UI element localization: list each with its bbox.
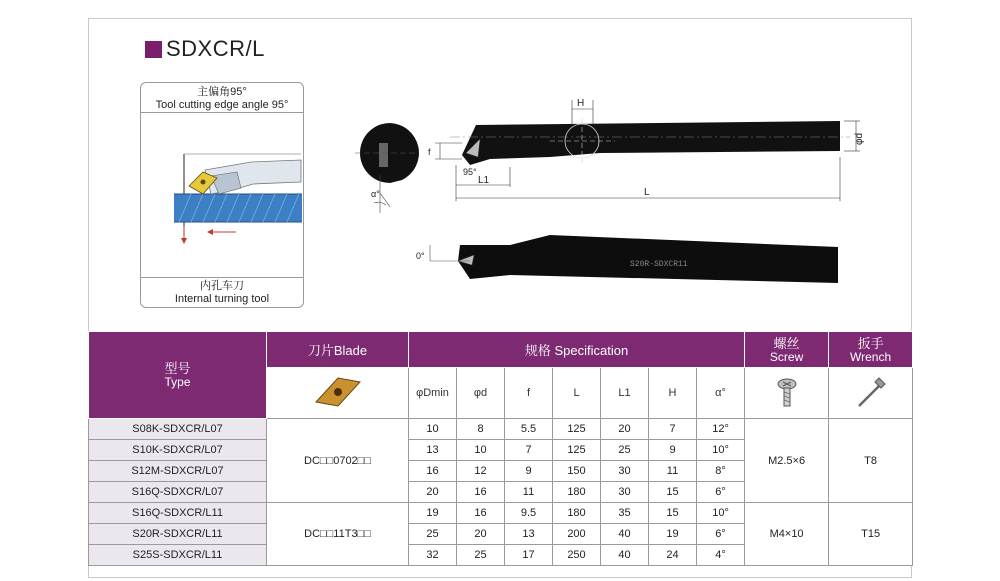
zero-angle-label: 0° [416,251,425,261]
value-cell: 19 [409,503,457,524]
value-cell: 35 [601,503,649,524]
col-header-alpha: α° [697,368,745,419]
screw-cell: M2.5×6 [745,419,829,503]
type-cell: S10K-SDXCR/L07 [89,440,267,461]
value-cell: 11 [505,482,553,503]
end-view [355,123,419,213]
side-view-top [428,98,865,201]
value-cell: 13 [409,440,457,461]
value-cell: 7 [505,440,553,461]
specification-table [88,331,913,566]
value-cell: 10° [697,503,745,524]
value-cell: 10 [409,419,457,440]
value-cell: 180 [553,503,601,524]
wrench-icon [851,372,891,412]
value-cell: 9 [649,440,697,461]
value-cell: 30 [601,482,649,503]
header-screw: 螺丝 Screw [745,332,829,368]
value-cell: 25 [601,440,649,461]
inset-caption-bottom [141,277,303,307]
value-cell: 125 [553,419,601,440]
header-specification: 规格 Specification [409,332,745,368]
wrench-cell: T15 [829,503,913,566]
L1-label: L1 [478,175,490,186]
wrench-image-cell [829,368,913,419]
value-cell: 5.5 [505,419,553,440]
blade-cell: DC□□0702□□ [267,419,409,503]
f-label: f [428,147,431,157]
value-cell: 25 [457,545,505,566]
phid-label: φd [854,132,865,145]
H-label: H [577,98,585,109]
value-cell: 9.5 [505,503,553,524]
col-header-f: f [505,368,553,419]
value-cell: 200 [553,524,601,545]
blade-image-cell [267,368,409,419]
value-cell: 11 [649,461,697,482]
value-cell: 24 [649,545,697,566]
tool-label-en: Internal turning tool [174,293,270,305]
95-label: 95° [463,167,477,177]
value-cell: 16 [409,461,457,482]
header-wrench: 扳手 Wrench [829,332,913,368]
value-cell: 9 [505,461,553,482]
title-text: SDXCR/L [166,36,265,61]
technical-drawing [350,95,870,285]
col-header-dmin: φDmin [409,368,457,419]
header-type: 型号 Type [89,332,267,419]
value-cell: 7 [649,419,697,440]
value-cell: 20 [409,482,457,503]
value-cell: 150 [553,461,601,482]
bar-marking: S20R-SDXCR11 [630,260,688,269]
type-cell: S25S-SDXCR/L11 [89,545,267,566]
screw-cell: M4×10 [745,503,829,566]
value-cell: 180 [553,482,601,503]
angle-label-cn: 主偏角95° [197,86,247,98]
type-cell: S12M-SDXCR/L07 [89,461,267,482]
value-cell: 250 [553,545,601,566]
blade-cell: DC□□11T3□□ [267,503,409,566]
type-cell: S16Q-SDXCR/L07 [89,482,267,503]
col-header-H: H [649,368,697,419]
type-cell: S08K-SDXCR/L07 [89,419,267,440]
value-cell: 15 [649,482,697,503]
value-cell: 10° [697,440,745,461]
value-cell: 19 [649,524,697,545]
value-cell: 16 [457,503,505,524]
screw-icon [767,372,807,412]
value-cell: 40 [601,524,649,545]
inset-illustration [140,82,304,308]
value-cell: 17 [505,545,553,566]
col-header-L: L [553,368,601,419]
col-header-L1: L1 [601,368,649,419]
angle-label-en: Tool cutting edge angle 95° [155,99,289,111]
screw-image-cell [745,368,829,419]
value-cell: 125 [553,440,601,461]
product-title [145,36,265,62]
inset-caption-top [141,83,303,113]
col-header-d: φd [457,368,505,419]
alpha-label: α° [371,189,380,199]
value-cell: 25 [409,524,457,545]
value-cell: 40 [601,545,649,566]
value-cell: 20 [457,524,505,545]
value-cell: 30 [601,461,649,482]
value-cell: 32 [409,545,457,566]
title-marker [145,41,162,58]
wrench-cell: T8 [829,419,913,503]
value-cell: 6° [697,524,745,545]
insert-icon [308,372,368,412]
value-cell: 6° [697,482,745,503]
type-cell: S16Q-SDXCR/L11 [89,503,267,524]
L-label: L [644,187,650,198]
value-cell: 10 [457,440,505,461]
value-cell: 12 [457,461,505,482]
value-cell: 15 [649,503,697,524]
value-cell: 8 [457,419,505,440]
header-blade: 刀片Blade [267,332,409,368]
boring-diagram [141,114,303,276]
value-cell: 13 [505,524,553,545]
value-cell: 4° [697,545,745,566]
side-view-bottom [416,235,838,283]
value-cell: 8° [697,461,745,482]
tool-label-cn: 内孔车刀 [200,280,244,292]
value-cell: 16 [457,482,505,503]
type-cell: S20R-SDXCR/L11 [89,524,267,545]
value-cell: 20 [601,419,649,440]
value-cell: 12° [697,419,745,440]
